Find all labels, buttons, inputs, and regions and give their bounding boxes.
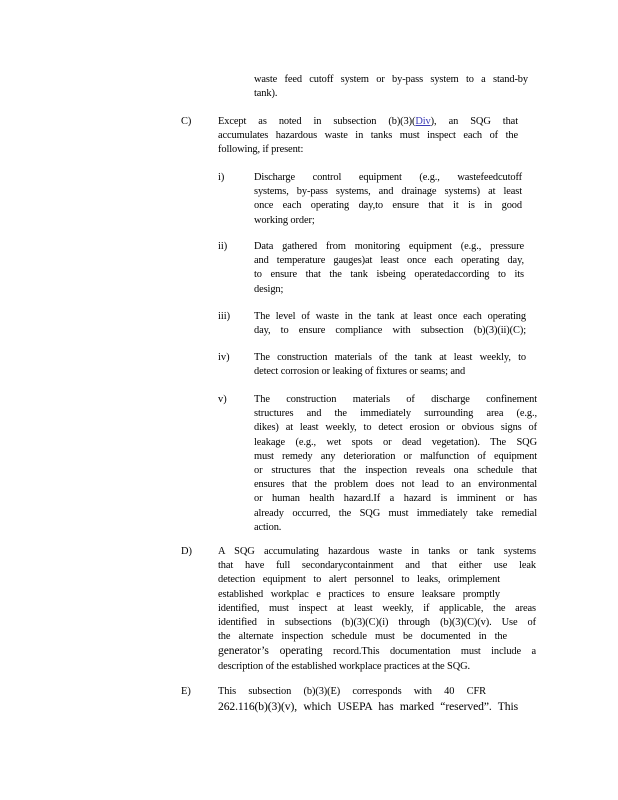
text-line: to ensure that the tank isbeing operatedaccording to its — [254, 269, 524, 281]
subitem-iii-text — [254, 310, 526, 338]
subitem-i-text — [254, 171, 522, 228]
item-e-text — [218, 685, 518, 715]
text-fragment: ), an SQG that — [430, 116, 518, 127]
text-fragment: generator’s operating — [218, 644, 323, 658]
text-line: following, if present: — [218, 144, 304, 156]
text-line: leakage (e.g., wet spots or dead vegetation). The SQG — [254, 436, 537, 448]
text-line: structures and the immediately surrounding area (e.g., — [254, 408, 537, 420]
text-line: identified in subsections (b)(3)(C)(i) through (b)(3)(C)(v). Use of — [218, 617, 536, 629]
text-line: The level of waste in the tank at least once each operating — [254, 311, 526, 322]
text-line — [218, 644, 536, 659]
text-line: and temperature gauges)at least once each operating day, — [254, 255, 524, 267]
text-line: the alternate inspection schedule must be documented in the — [218, 631, 507, 643]
text-fragment: record.This documentation must include a — [322, 646, 537, 658]
text-line: 262.116(b)(3)(v), which USEPA has marked “reserved”. This — [218, 700, 518, 714]
text-line: Discharge control equipment (e.g., wastefeedcutoff — [254, 172, 522, 183]
subsection-link[interactable]: Div — [415, 116, 431, 127]
item-e-label: E) — [181, 686, 191, 697]
text-line: that have full secondarycontainment and that either use leak — [218, 560, 536, 572]
text-line: waste feed cutoff system or by-pass system to a stand-by — [254, 74, 528, 85]
text-line: action. — [254, 521, 282, 533]
text-line: The construction materials of discharge confinement — [254, 394, 537, 405]
text-line: systems, by-pass systems, and drainage systems) at least — [254, 186, 522, 198]
text-line: ensures that the problem does not lead to an environmental — [254, 479, 537, 491]
subitem-v-label: v) — [218, 394, 227, 405]
item-d-text — [218, 545, 536, 674]
item-c-label: C) — [181, 116, 192, 127]
subitem-ii-label: ii) — [218, 241, 228, 252]
text-line: or human health hazard.If a hazard is imminent or has — [254, 493, 537, 505]
text-line: detect corrosion or leaking of fixtures or seams; and — [254, 366, 466, 378]
text-line: A SQG accumulating hazardous waste in tanks or tank systems — [218, 546, 536, 557]
text-line: accumulates hazardous waste in tanks must inspect each of the — [218, 130, 518, 142]
text-fragment: Except as noted in subsection (b)(3)( — [218, 116, 416, 127]
subitem-iv-label: iv) — [218, 352, 230, 363]
subitem-v-text — [254, 393, 537, 535]
item-c-text — [218, 115, 518, 158]
text-line: must remedy any deterioration or malfunction of equipment — [254, 450, 537, 462]
text-line: established workplac e practices to ensure leaksare promptly — [218, 588, 500, 600]
text-line: day, to ensure compliance with subsection (b)(3)(ii)(C); — [254, 325, 526, 337]
text-line: once each operating day,to ensure that it is in good — [254, 200, 522, 212]
text-line: identified, must inspect at least weekly, if applicable, the areas — [218, 602, 536, 614]
text-line: This subsection (b)(3)(E) corresponds with 40 CFR — [218, 686, 486, 697]
continuation-text — [254, 73, 528, 101]
text-line — [218, 115, 518, 129]
subitem-iv-text — [254, 351, 526, 379]
subitem-i-label: i) — [218, 172, 225, 183]
text-line: working order; — [254, 214, 315, 226]
text-line: tank). — [254, 88, 278, 100]
text-line: design; — [254, 283, 284, 295]
item-d-label: D) — [181, 546, 192, 557]
text-line: detection equipment to alert personnel to leaks, orimplement — [218, 574, 500, 586]
text-line: dikes) at least weekly, to detect erosion or obvious signs of — [254, 422, 537, 434]
text-line: already occurred, the SQG must immediately take remedial — [254, 507, 537, 519]
text-line: The construction materials of the tank at least weekly, to — [254, 352, 526, 363]
subitem-iii-label: iii) — [218, 311, 231, 322]
text-line: description of the established workplace practices at the SQG. — [218, 660, 471, 672]
subitem-ii-text — [254, 240, 524, 297]
text-line: Data gathered from monitoring equipment (e.g., pressure — [254, 241, 524, 252]
text-line: or structures that the inspection reveals ona schedule that — [254, 465, 537, 477]
